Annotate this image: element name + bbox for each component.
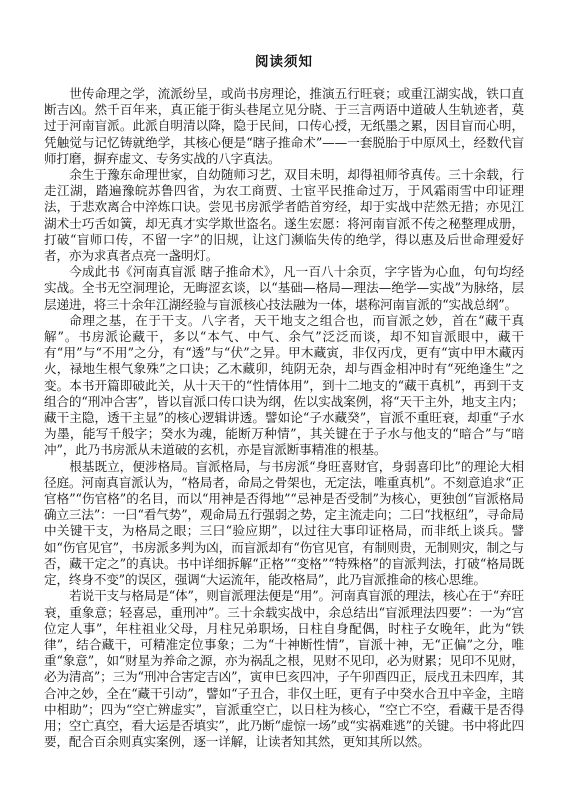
paragraph: 世传命理之学，流派纷呈，或尚书房理论，推演五行旺衰；或重江湖实战，铁口直断吉凶。然千百年来，真正能于街头巷尾立见分晓、于三言两语中道破人生轨迹者，莫过于河南盲派。此派自明清以降，隐于民间，口传心授，无纸墨之累，因目盲而心明，凭触觉与记忆铸就绝学，其核心便是“瞎子推命术”——一套脱胎于中原风土，经数代盲师打磨，摒弃虚文、专务实战的八字真法。 bbox=[44, 86, 524, 166]
paragraph: 余生于豫东命理世家，自幼随师习艺，双目未明，却得祖师爷真传。三十余载，行走江湖，踏遍豫皖苏鲁四省，为农工商贾、士宦平民推命过万，于风霜雨雪中印证理法，于悲欢离合中淬炼口诀。尝见书房派学者皓首穷经，却于实战中茫然无措；亦见江湖术士巧舌如簧，却无真才实学欺世盗名。遂生宏愿：将河南盲派不传之秘整理成册，打破“盲师口传，不留一字”的旧规，让这门濒临失传的绝学，得以惠及后世命理爱好者，亦为求真者点亮一盏明灯。 bbox=[44, 167, 524, 264]
body-text bbox=[44, 86, 524, 750]
paragraph: 今成此书《河南真盲派 瞎子推命术》，凡一百八十余页，字字皆为心血，句句均经实战。全书无空洞理论，无晦涩玄谈，以“基础—格局—理法—绝学—实战”为脉络，层层递进，将三十余年江湖经验与盲派核心技法融为一体，堪称河南盲派的“实战总纲”。 bbox=[44, 264, 524, 312]
paragraph: 若说干支与格局是“体”，则盲派理法便是“用”。河南真盲派的理法，核心在于“弃旺衰，重象意；轻喜忌，重刑冲”。三十余载实战中，余总结出“盲派理法四要”：一为“宫位定人事”，年柱祖业父母，月柱兄弟职场，日柱自身配偶，时柱子女晚年，此为“铁律”，结合藏干，可精准定位事象；二为“十神断性情”，盲派十神，无“正偏”之分，唯重“象意”，如“财星为养命之源，亦为祸乱之根，见财不见印，必为财累；见印不见财，必为清高”；三为“刑冲合害定吉凶”，寅申巳亥四冲，子午卯酉四正，辰戌丑未四库，其合冲之妙，全在“藏干引动”，譬如“子丑合，非仅土旺，更有子中癸水合丑中辛金，主暗中相助”；四为“空亡辨虚实”，盲派重空亡，以日柱为核心，“空亡不空，看藏干是否得用；空亡真空，看大运是否填实”，此乃断“虚惊一场”或“实祸难逃”的关键。书中将此四要，配合百余则真实案例，逐一详解，让读者知其然，更知其所以然。 bbox=[44, 588, 524, 750]
paragraph: 根基既立，便涉格局。盲派格局，与书房派“身旺喜财官，身弱喜印比”的理论大相径庭。河南真盲派认为，“格局者，命局之骨架也，无定法，唯重真机”。不刻意追求“正官格”“伤官格”的名目，而以“用神是否得地”“忌神是否受制”为核心，更独创“盲派格局确立三法”：一曰“看气势”，观命局五行强弱之势，定主流走向；二曰“找枢纽”，寻命局中关键干支，为格局之眼；三曰“验应期”，以过往大事印证格局，而非纸上谈兵。譬如“伤官见官”，书房派多判为凶，而盲派却有“伤官见官，有制则贵，无制则灾，制之与否，藏干定之”的真诀。书中详细拆解“正格”“变格”“特殊格”的盲派判法，打破“格局既定，终身不变”的误区，强调“大运流年，能改格局”，此乃盲派推命的核心思维。 bbox=[44, 458, 524, 588]
paragraph: 命理之基，在于干支。八字者，天干地支之组合也，而盲派之妙，首在“藏干真解”。书房派论藏干，多以“本气、中气、余气”泛泛而谈，却不知盲派眼中，藏干有“用”与“不用”之分，有“透”与“伏”之异。甲木藏寅，非仅丙戊，更有“寅中甲木藏丙火，禄地生根气象殊”之口诀；乙木藏卯，纯阴无杂，却与酉金相冲时有“死绝逢生”之变。本书开篇即破此关，从十天干的“性情体用”，到十二地支的“藏干真机”，再到干支组合的“刑冲合害”，皆以盲派口传口诀为纲，佐以实战案例，将“天干主外，地支主内；藏干主隐，透干主显”的核心逻辑讲透。譬如论“子水藏癸”，盲派不重旺衰，却重“子水为墨，能写千般字；癸水为魂，能断万种情”，其关键在于子水与他支的“暗合”与“暗冲”，此乃书房派从未道破的玄机，亦是盲派断事精准的根基。 bbox=[44, 312, 524, 458]
page-title: 阅读须知 bbox=[255, 54, 313, 70]
